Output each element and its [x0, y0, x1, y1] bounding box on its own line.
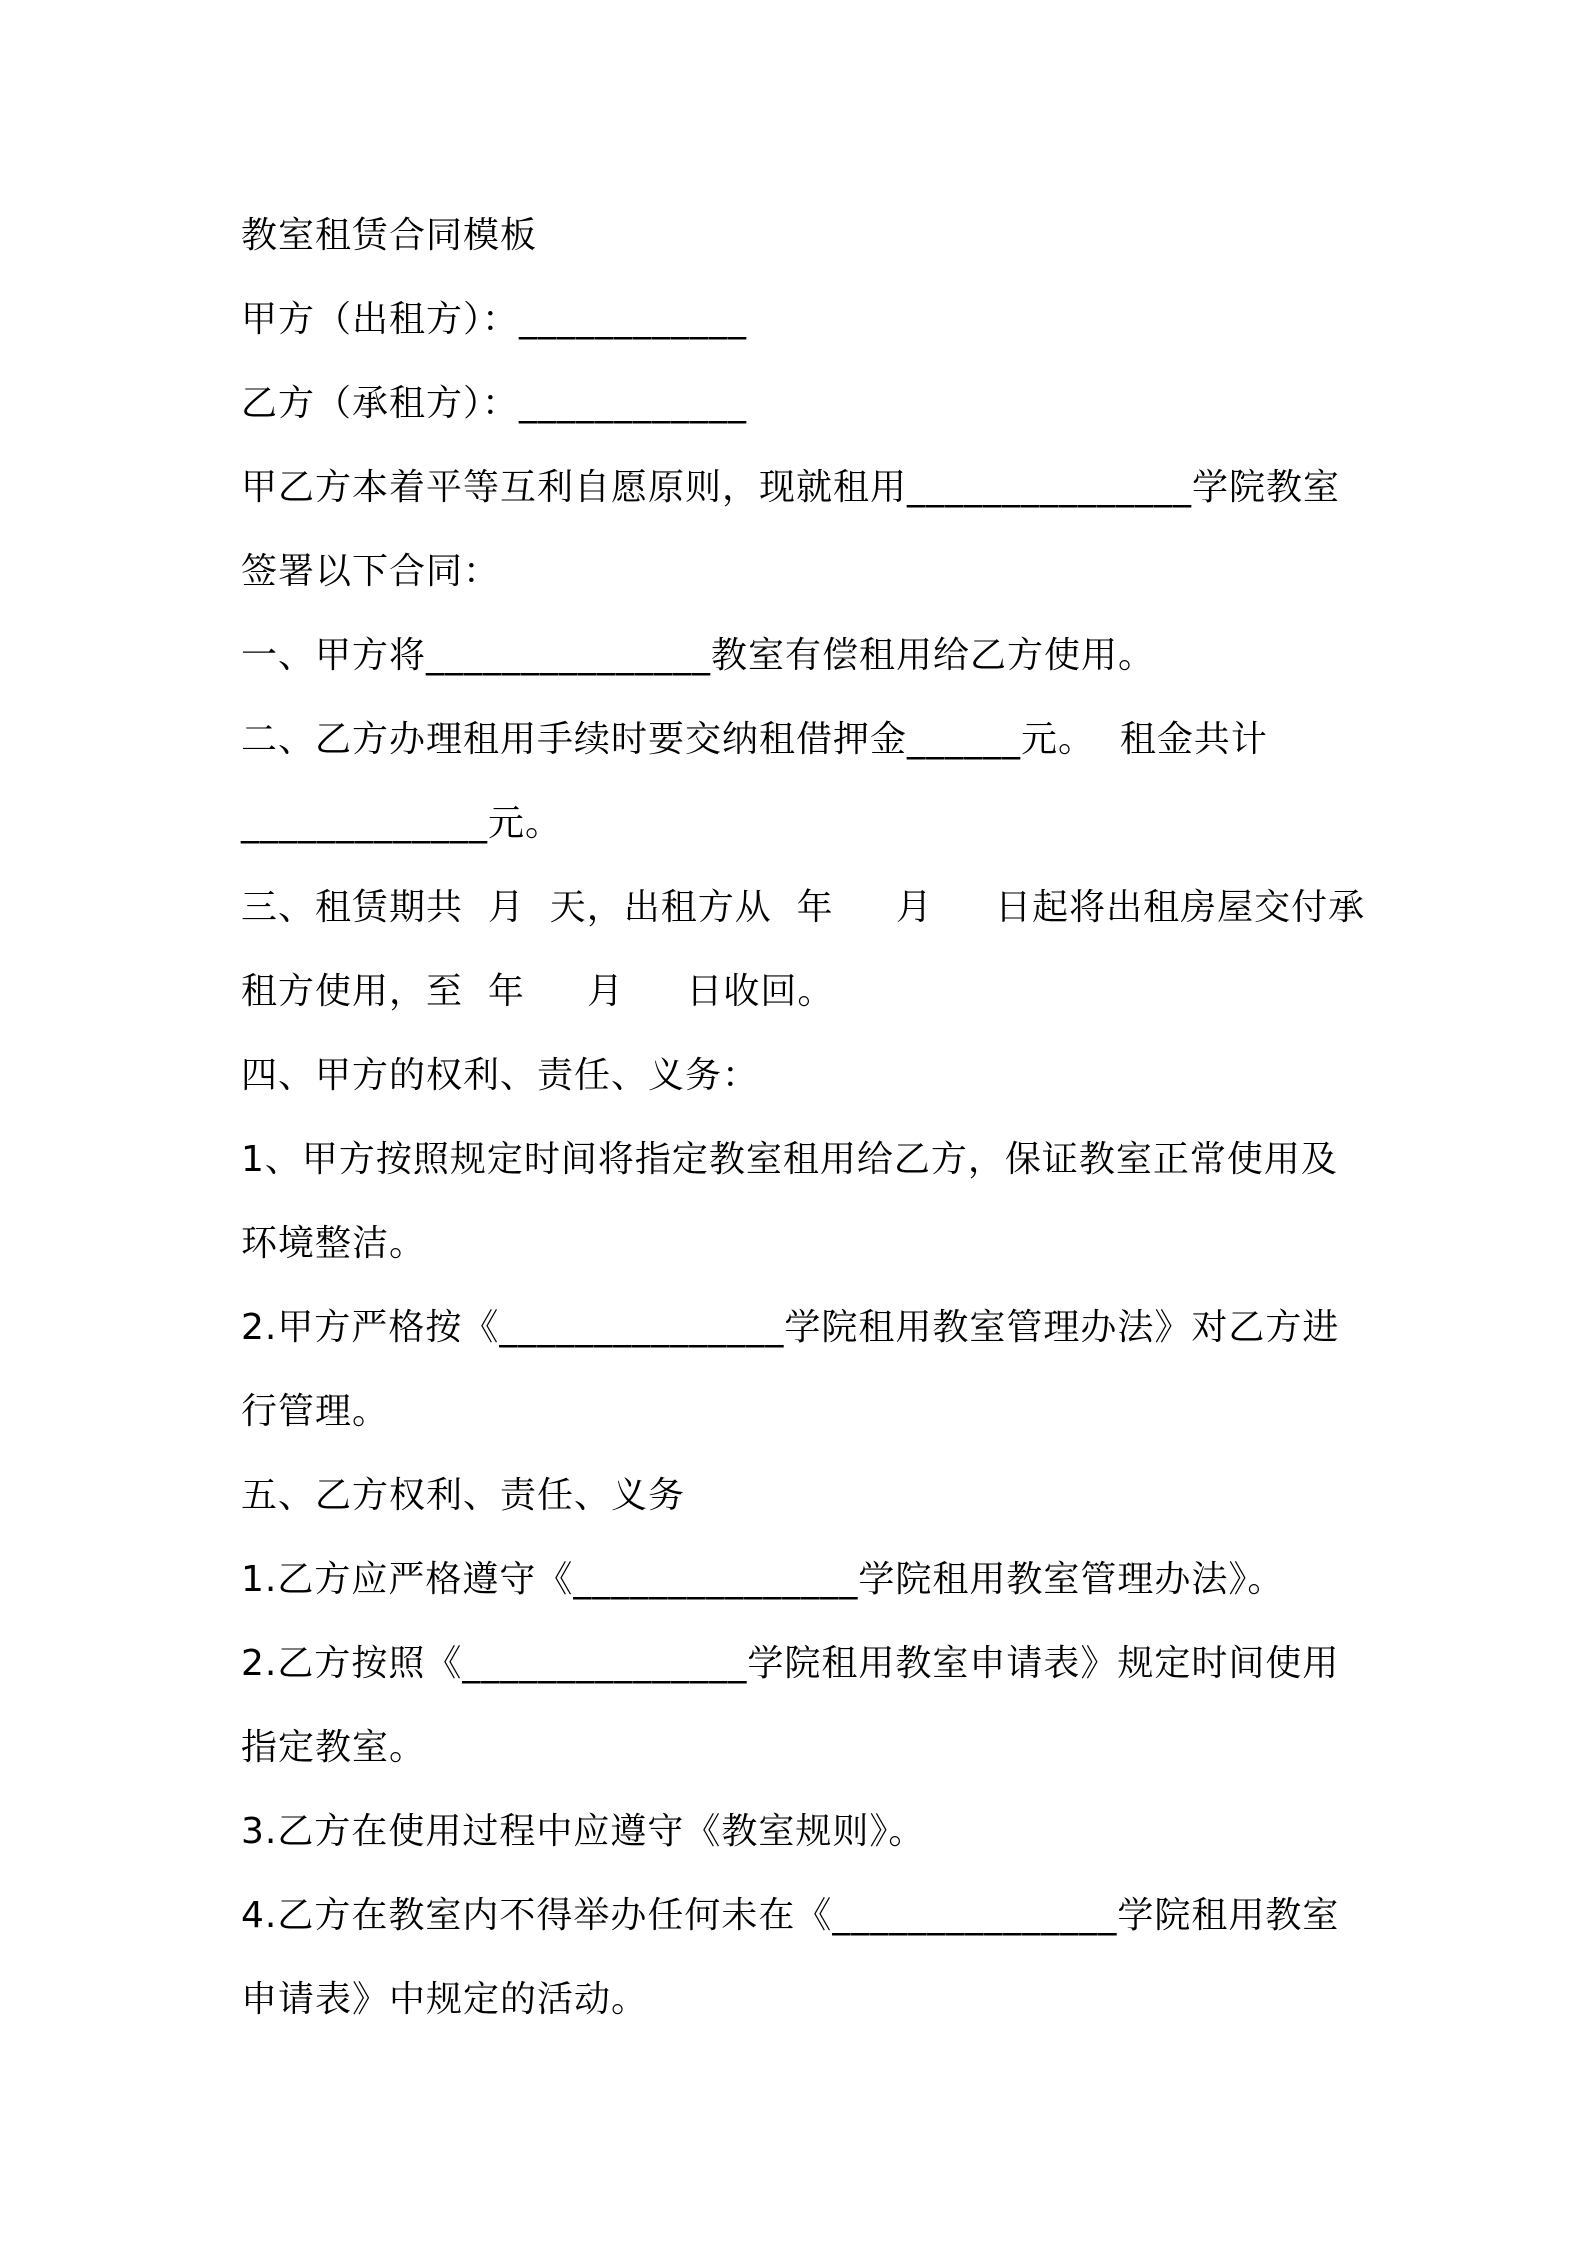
clause-1: 一、甲方将_______________教室有偿租用给乙方使用。: [241, 635, 1156, 676]
preamble-line-1: 甲乙方本着平等互利自愿原则，现就租用_______________学院教室: [241, 467, 1341, 508]
clause-3-line-1: 三、租赁期共 月 天，出租方从 年 月 日起将出租房屋交付承: [241, 887, 1366, 928]
document-title: 教室租赁合同模板: [241, 215, 538, 256]
section-4-heading: 四、甲方的权利、责任、义务：: [241, 1055, 760, 1096]
section-4-item-2-line-2: 行管理。: [241, 1391, 390, 1432]
document-body: [241, 194, 1366, 2042]
preamble-line-2: 签署以下合同：: [241, 551, 501, 592]
section-5-item-4-line-1: 4.乙方在教室内不得举办任何未在《_______________学院租用教室: [241, 1895, 1340, 1936]
clause-2-line-2: _____________元。: [241, 803, 563, 844]
party-a-line: 甲方（出租方）：____________: [241, 299, 748, 340]
section-4-item-1-line-2: 环境整洁。: [241, 1223, 427, 1264]
party-b-line: 乙方（承租方）：____________: [241, 383, 748, 424]
clause-3-line-2: 租方使用，至 年 月 日收回。: [241, 971, 835, 1012]
clause-2-line-1: 二、乙方办理租用手续时要交纳租借押金______元。 租金共计: [241, 719, 1268, 760]
section-5-item-2-line-2: 指定教室。: [241, 1727, 427, 1768]
section-4-item-1-line-1: 1、甲方按照规定时间将指定教室租用给乙方，保证教室正常使用及: [241, 1139, 1338, 1180]
section-5-item-2-line-1: 2.乙方按照《_______________学院租用教室申请表》规定时间使用: [241, 1643, 1340, 1684]
section-5-item-3: 3.乙方在使用过程中应遵守《教室规则》。: [241, 1811, 926, 1852]
section-5-item-4-line-2: 申请表》中规定的活动。: [241, 1979, 649, 2020]
section-5-item-1: 1.乙方应严格遵守《_______________学院租用教室管理办法》。: [241, 1559, 1285, 1600]
section-4-item-2-line-1: 2.甲方严格按《_______________学院租用教室管理办法》对乙方进: [241, 1307, 1340, 1348]
section-5-heading: 五、乙方权利、责任、义务: [241, 1475, 686, 1516]
